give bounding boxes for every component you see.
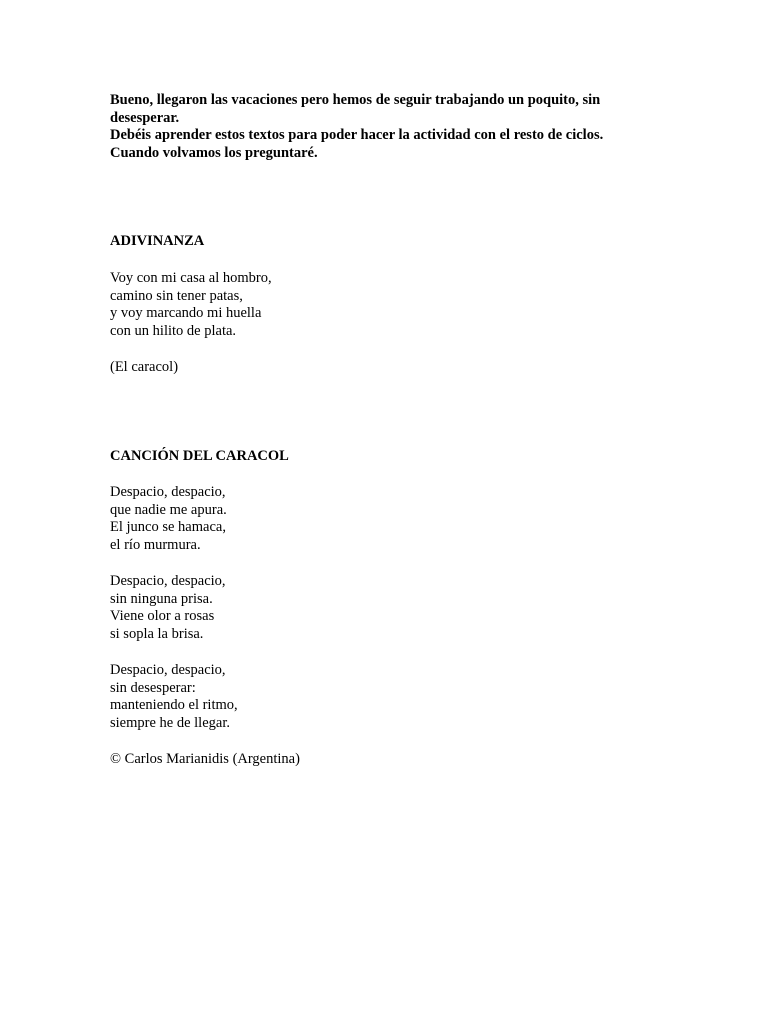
- riddle-verse: [110, 270, 272, 340]
- song-line: Despacio, despacio,: [110, 662, 226, 678]
- riddle-line: Voy con mi casa al hombro,: [110, 270, 272, 286]
- song-stanza-2: [110, 573, 226, 643]
- song-line: el río murmura.: [110, 536, 201, 553]
- intro-paragraph: [110, 92, 670, 162]
- song-line: si sopla la brisa.: [110, 625, 204, 642]
- riddle-line: con un hilito de plata.: [110, 322, 237, 339]
- riddle-answer: (El caracol): [110, 359, 179, 375]
- song-line: manteniendo el ritmo,: [110, 697, 238, 714]
- song-stanza-1: [110, 484, 227, 554]
- intro-line-1: Bueno, llegaron las vacaciones pero hemos de seguir trabajando un poquito, sin desesperar.: [110, 92, 601, 126]
- song-line: siempre he de llegar.: [110, 714, 230, 731]
- song-title: CANCIÓN DEL CARACOL: [110, 448, 289, 464]
- intro-line-2: Debéis aprender estos textos para poder hacer la actividad con el resto de ciclos.: [110, 127, 604, 144]
- riddle-line: y voy marcando mi huella: [110, 305, 262, 322]
- song-line: sin desesperar:: [110, 679, 196, 696]
- song-stanza-3: [110, 662, 238, 732]
- song-line: El junco se hamaca,: [110, 519, 226, 536]
- song-line: Viene olor a rosas: [110, 608, 215, 625]
- song-line: sin ninguna prisa.: [110, 590, 213, 607]
- song-line: Despacio, despacio,: [110, 573, 226, 589]
- riddle-line: camino sin tener patas,: [110, 287, 243, 304]
- song-line: Despacio, despacio,: [110, 484, 226, 500]
- song-credit: © Carlos Marianidis (Argentina): [110, 751, 300, 767]
- song-line: que nadie me apura.: [110, 501, 227, 518]
- riddle-title: ADIVINANZA: [110, 233, 205, 249]
- intro-line-3: Cuando volvamos los preguntaré.: [110, 144, 318, 161]
